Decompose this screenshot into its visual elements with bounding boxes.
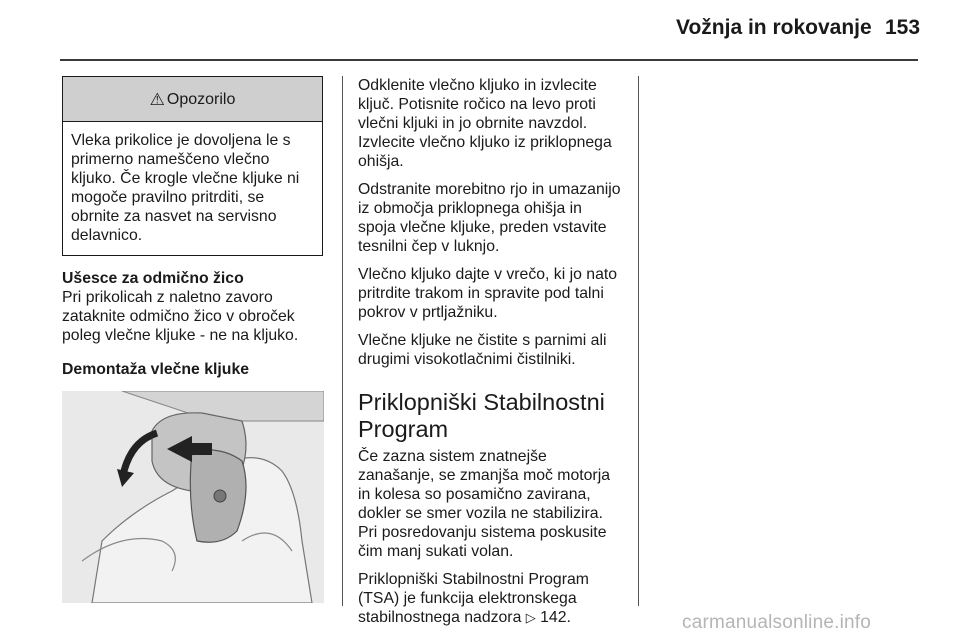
- tow-hook-drawing: [62, 391, 324, 603]
- body-line: Odklenite vlečno kljuko in izvlecite: [358, 77, 597, 94]
- tow-hook-illustration: [62, 391, 324, 603]
- warning-line: kljuko. Če krogle vlečne kljuke ni: [71, 170, 300, 187]
- left-column: [62, 76, 324, 603]
- warning-text: [63, 122, 322, 255]
- body-line: tesnilni čep v luknjo.: [358, 238, 500, 255]
- warning-box: [62, 76, 323, 256]
- page-reference-icon: ▷: [525, 610, 536, 625]
- warning-triangle-icon: ⚠: [149, 89, 165, 109]
- body-line: čim manj sukati volan.: [358, 543, 514, 560]
- body-line: ohišja.: [358, 153, 404, 170]
- body-line: zanašanje, se zmanjša moč motorja: [358, 467, 610, 484]
- removal-heading: Demontaža vlečne kljuke: [62, 361, 250, 378]
- body-line: vlečni kljuki in jo obrnite navzdol.: [358, 115, 588, 132]
- body-line: zataknite odmično žico v obroček: [62, 308, 295, 325]
- warning-title: Opozorilo: [166, 90, 236, 108]
- column-divider-left: [342, 76, 343, 606]
- body-line: Odstranite morebitno rjo in umazanijo: [358, 181, 621, 198]
- header-rule: [60, 59, 918, 61]
- body-line: [358, 608, 630, 627]
- body-line: (TSA) je funkcija elektronskega: [358, 590, 577, 607]
- body-line: Pri prikolicah z naletno zavoro: [62, 289, 273, 306]
- body-line: Izvlecite vlečno kljuko iz priklopnega: [358, 134, 612, 151]
- column-divider-right: [638, 76, 639, 606]
- body-line: in kolesa so posamično zavirana,: [358, 486, 591, 503]
- body-line: Pri posredovanju sistema poskusite: [358, 524, 607, 541]
- body-line: Priklopniški Stabilnostni Program: [358, 571, 589, 588]
- warning-line: delavnico.: [71, 227, 143, 244]
- body-line: Vlečne kljuke ne čistite s parnimi ali: [358, 332, 607, 349]
- warning-line: primerno nameščeno vlečno: [71, 151, 270, 168]
- body-line: drugimi visokotlačnimi čistilniki.: [358, 351, 576, 368]
- page-reference-link[interactable]: 142.: [540, 609, 571, 626]
- body-line: dokler se smer vozila ne stabilizira.: [358, 505, 603, 522]
- section-title: Program: [358, 416, 449, 442]
- page-number: 153: [885, 16, 921, 39]
- section-title: Priklopniški Stabilnostni: [358, 389, 605, 415]
- middle-column: [358, 76, 630, 627]
- body-line: ključ. Potisnite ročico na levo proti: [358, 96, 596, 113]
- body-line: poleg vlečne kljuke - ne na kljuko.: [62, 327, 299, 344]
- body-line: pokrov v prtljažniku.: [358, 304, 498, 321]
- header-title: Vožnja in rokovanje: [676, 16, 872, 39]
- eyes-heading: Ušesce za odmično žico: [62, 270, 244, 287]
- watermark: carmanualsonline.info: [682, 612, 872, 633]
- warning-line: obrnite za nasvet na servisno: [71, 208, 277, 225]
- warning-header: [63, 77, 322, 122]
- body-line: Če zazna sistem znatnejše: [358, 448, 547, 465]
- body-line: Vlečno kljuko dajte v vrečo, ki jo nato: [358, 266, 618, 283]
- body-line: pritrdite trakom in spravite pod talni: [358, 285, 604, 302]
- warning-line: mogoče pravilno pritrditi, se: [71, 189, 265, 206]
- body-line: iz območja priklopnega ohišja in: [358, 200, 582, 217]
- body-line: spoja vlečne kljuke, preden vstavite: [358, 219, 607, 236]
- warning-line: Vleka prikolice je dovoljena le s: [71, 132, 291, 149]
- body-text: stabilnostnega nadzora: [358, 609, 522, 626]
